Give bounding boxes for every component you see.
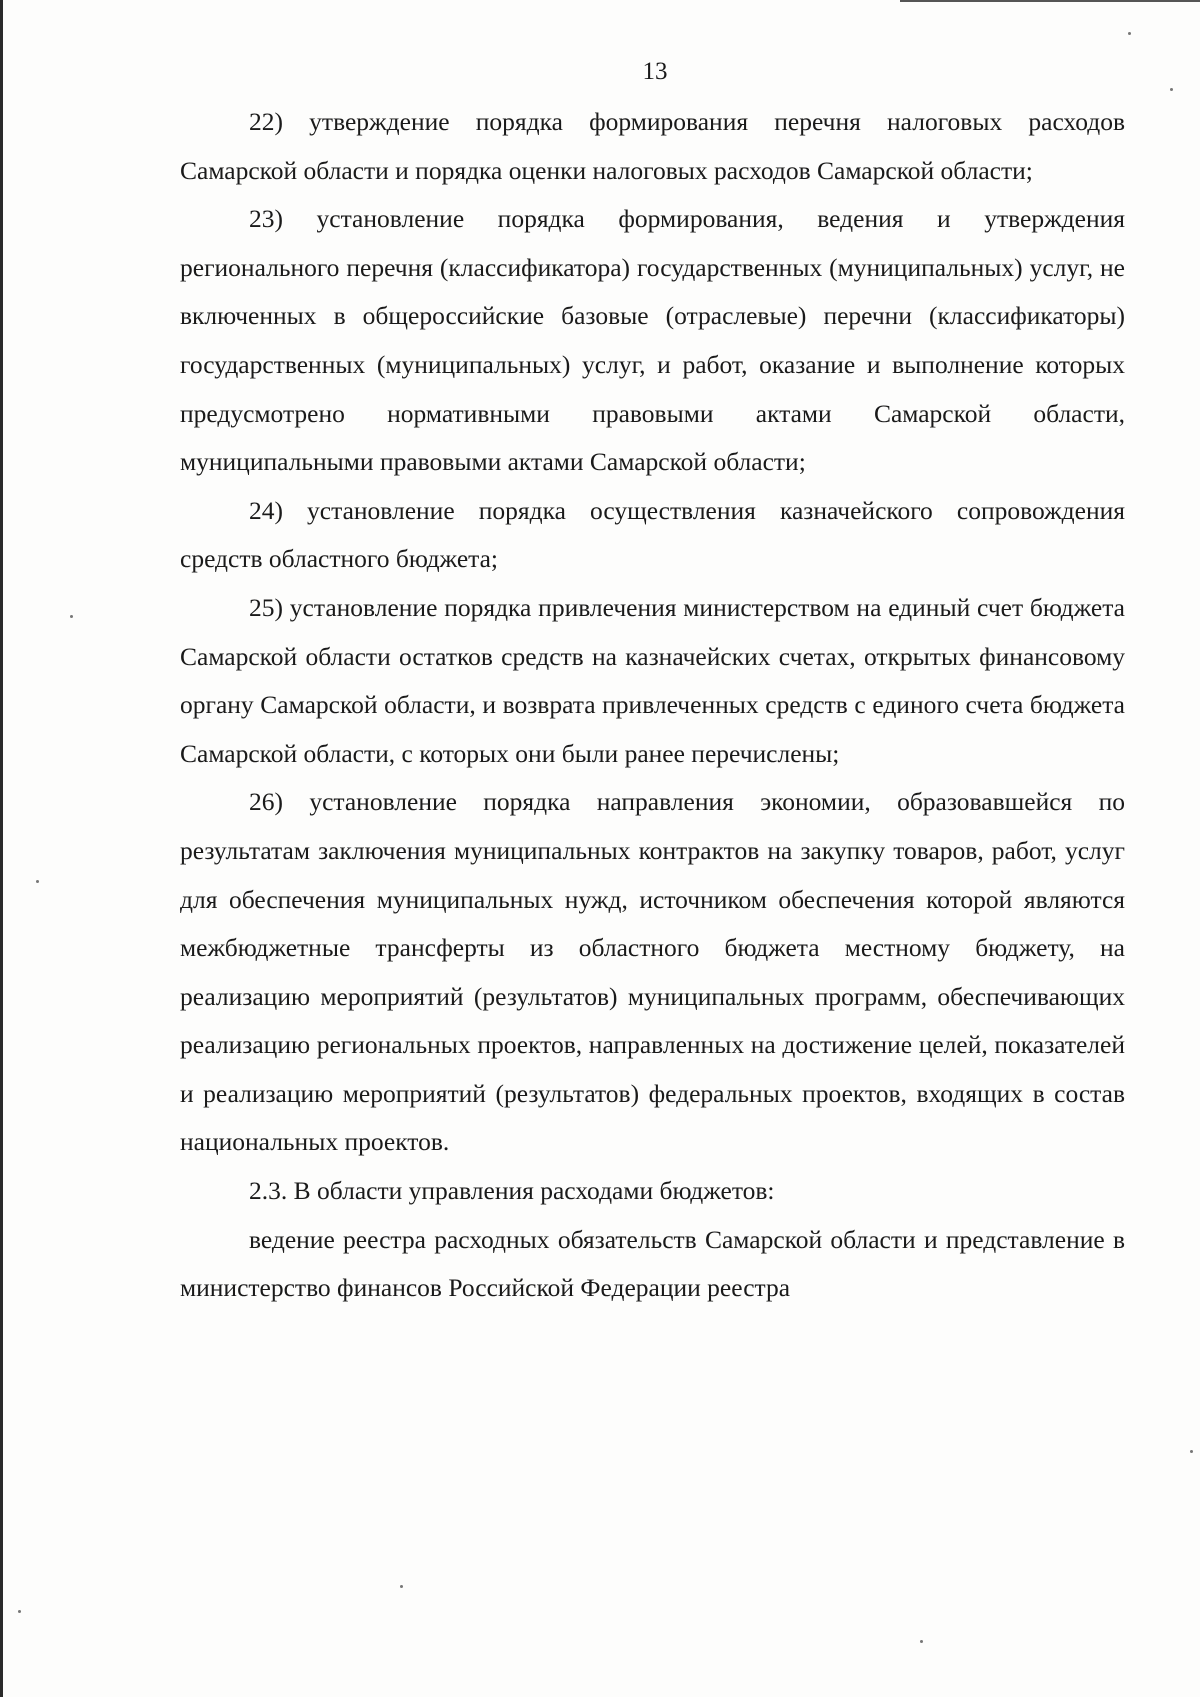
paragraph-registry: ведение реестра расходных обязательств Самарской области и представление в министерство финансов Российской Федерации реестра (180, 1224, 1125, 1303)
scan-left-edge (0, 0, 3, 1697)
paragraph-22: 22) утверждение порядка формирования перечня налоговых расходов Самарской области и порядка оценки налоговых расходов Самарской области; (180, 107, 1125, 185)
section-heading-2-3: 2.3. В области управления расходами бюджетов: (249, 1176, 775, 1206)
scan-speck (1128, 32, 1131, 35)
scan-speck (1190, 1450, 1193, 1453)
paragraph-24: 24) установление порядка осуществления казначейского сопровождения средств областного бюджета; (180, 495, 1125, 574)
paragraph-26: 26) установление порядка направления экономии, образовавшейся по результатам заключения муниципальных контрактов на закупку товаров, работ, услуг для обеспечения муниципальных нужд, источником обеспечения которой являются межбюджетные трансферты из областного бюджета местному бюджету, на реализацию мероприятий (результатов) муниципальных программ, обеспечивающих реализацию региональных проектов, направленных на достижение целей, показателей и реализацию мероприятий (результатов) федеральных проектов, входящих в состав национальных проектов. (180, 787, 1125, 1157)
scan-speck (70, 615, 73, 618)
scan-speck (36, 880, 39, 883)
document-body (180, 98, 1125, 1313)
scan-speck (400, 1585, 403, 1588)
paragraph-23: 23) установление порядка формирования, ведения и утверждения регионального перечня (классификатора) государственных (муниципальных) услуг, не включенных в общероссийские базовые (отраслевые) перечни (классификаторы) государственных (муниципальных) услуг, и работ, оказание и выполнение которых предусмотрено нормативными правовыми актами Самарской области, муниципальными правовыми актами Самарской области; (180, 204, 1125, 477)
page-number: 13 (642, 58, 668, 85)
scan-speck (18, 1610, 21, 1613)
scan-top-edge (900, 0, 1200, 2)
scan-speck (920, 1640, 923, 1643)
scan-speck (1170, 88, 1173, 91)
paragraph-25: 25) установление порядка привлечения министерством на единый счет бюджета Самарской области остатков средств на казначейских счетах, открытых финансовому органу Самарской области, и возврата привлеченных средств с единого счета бюджета Самарской области, с которых они были ранее перечислены; (180, 592, 1125, 768)
